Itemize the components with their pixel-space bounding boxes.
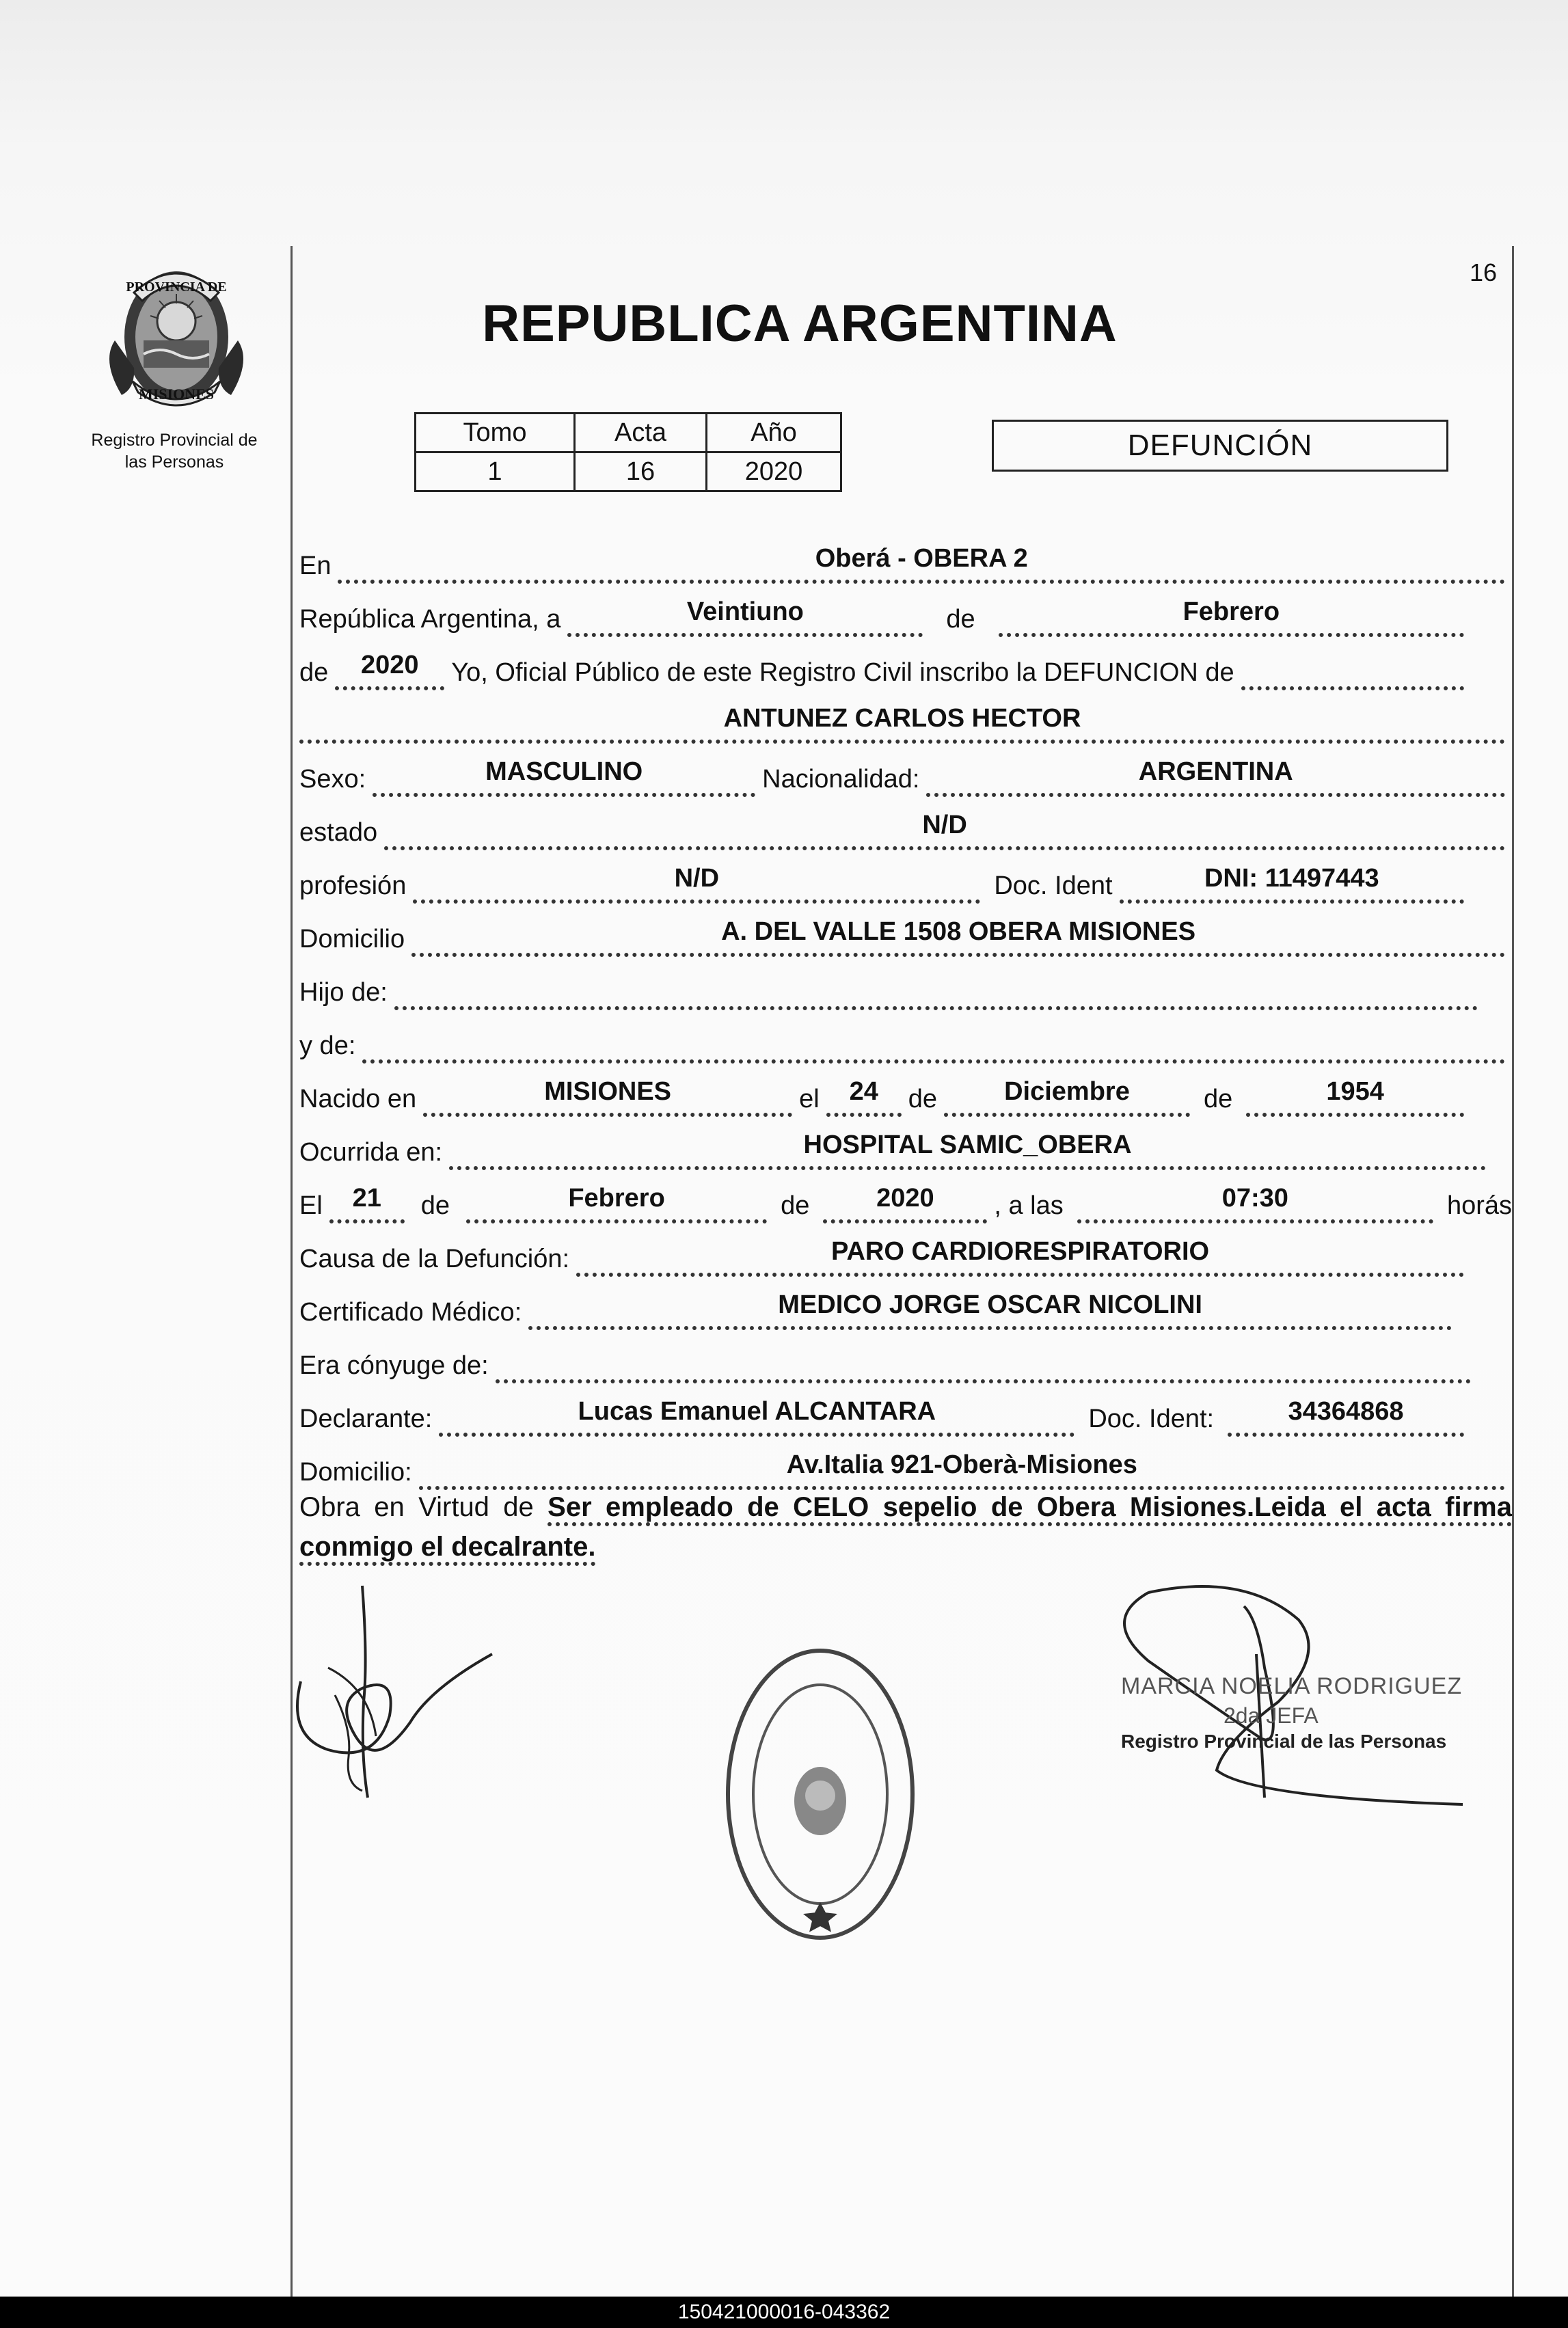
label-yo-oficial: Yo, Oficial Público de este Registro Civil inscribo la DEFUNCION de [451,658,1234,687]
page-number: 16 [1470,258,1498,286]
table-value-anio: 2020 [707,452,841,491]
table-header-anio: Año [707,414,841,452]
label-el-cap: El [299,1191,323,1220]
label-certificado: Certificado Médico: [299,1298,522,1327]
field-registration-day: Veintiuno [567,596,923,637]
row-address [299,915,1512,957]
field-obra-text: Ser empleado de CELO sepelio de Obera Misiones.Leida el acta firma conmigo el decalrante. [299,1492,1512,1566]
label-de-birth: de [908,1085,937,1113]
field-birth-day: 24 [826,1076,902,1117]
field-sex: MASCULINO [373,756,755,797]
field-declarant-address: Av.Italia 921-Oberà-Misiones [419,1449,1505,1490]
table-value-acta: 16 [575,452,707,491]
field-death-day: 21 [329,1182,405,1223]
label-nacido-en: Nacido en [299,1085,417,1113]
label-domicilio-2: Domicilio: [299,1458,412,1487]
label-ocurrida-en: Ocurrida en: [299,1138,443,1167]
label-de-death-year: de [781,1191,810,1220]
row-declarant [299,1394,1471,1437]
document-type-box: DEFUNCIÓN [992,420,1448,472]
right-margin-line [1512,246,1514,2297]
row-profession-doc [299,861,1471,904]
field-civil-status: N/D [384,809,1505,850]
logo-text-top: PROVINCIA DE [126,280,227,295]
row-place [299,541,1512,584]
label-obra-en-virtud: Obra en Virtud de [299,1492,534,1522]
table-value-tomo: 1 [416,452,575,491]
label-doc-ident: Doc. Ident [994,871,1113,900]
field-address: A. DEL VALLE 1508 OBERA MISIONES [411,916,1505,957]
row-sex-nationality [299,755,1512,797]
row-and-of [299,1021,1512,1064]
label-horas: horás [1446,1191,1512,1220]
registry-table [414,412,842,492]
field-and-of [362,1023,1505,1064]
field-document: DNI: 11497443 [1120,863,1464,904]
label-domicilio: Domicilio [299,925,405,953]
registro-line-2: las Personas [124,452,224,472]
row-declarant-address [299,1448,1512,1490]
label-profesion: profesión [299,871,407,900]
label-conyuge: Era cónyuge de: [299,1351,489,1380]
field-birth-place: MISIONES [423,1076,792,1117]
table-header-acta: Acta [575,414,707,452]
label-y-de: y de: [299,1031,356,1060]
field-birth-month: Diciembre [944,1076,1190,1117]
field-spouse [496,1342,1471,1383]
label-declarante: Declarante: [299,1405,433,1433]
label-causa: Causa de la Defunción: [299,1245,570,1273]
declarant-signature-icon [287,1579,513,1811]
row-birth [299,1074,1471,1117]
label-a-las: , a las [994,1191,1064,1220]
registro-line-1: Registro Provincial de [91,431,258,450]
field-nationality: ARGENTINA [926,756,1505,797]
label-de-birth-year: de [1203,1085,1233,1113]
field-blank-after-de [1241,649,1464,690]
logo-text-bottom: MISIONES [138,385,215,403]
left-margin-line [290,246,293,2297]
field-son-of [394,969,1478,1010]
field-cause: PARO CARDIORESPIRATORIO [576,1236,1464,1277]
official-name-stamp: MARCIA NOELIA RODRIGUEZ [1121,1673,1463,1699]
label-en: En [299,552,332,580]
label-de-year: de [299,658,329,687]
row-son-of [299,968,1485,1010]
official-role-stamp: 2da JEFA [1224,1703,1319,1728]
official-office-stamp: Registro Provincial de las Personas [1121,1731,1447,1752]
field-medical-certificate: MEDICO JORGE OSCAR NICOLINI [528,1289,1452,1330]
field-declarant-doc: 34364868 [1228,1396,1464,1437]
label-republica-a: República Argentina, a [299,605,561,634]
row-deceased-name [299,701,1512,744]
field-registration-month: Febrero [999,596,1464,637]
field-registration-year: 2020 [335,649,444,690]
row-spouse [299,1341,1478,1383]
table-header-tomo: Tomo [416,414,575,452]
field-declarant: Lucas Emanuel ALCANTARA [439,1396,1074,1437]
row-death-date [299,1181,1512,1223]
label-doc-ident-2: Doc. Ident: [1088,1405,1215,1433]
label-de-death: de [420,1191,450,1220]
registro-provincial-label [62,429,287,473]
row-registration-date [299,595,1471,637]
field-profession: N/D [413,863,980,904]
row-cause [299,1234,1471,1277]
row-death-place [299,1128,1493,1170]
row-registration-year [299,648,1471,690]
obra-en-virtud-paragraph [299,1487,1512,1567]
row-civil-status [299,808,1512,850]
row-medical-certificate [299,1288,1459,1330]
country-title: REPUBLICA ARGENTINA [482,295,1118,353]
field-death-month: Febrero [466,1182,767,1223]
field-deceased-name: ANTUNEZ CARLOS HECTOR [299,703,1505,744]
province-coat-of-arms-icon [94,258,258,416]
field-death-place: HOSPITAL SAMIC_OBERA [449,1129,1486,1170]
field-birth-year: 1954 [1246,1076,1464,1117]
label-hijo-de: Hijo de: [299,978,388,1007]
label-de: de [946,605,975,634]
field-death-year: 2020 [823,1182,987,1223]
footer-barcode-number: 150421000016-043362 [0,2297,1568,2328]
label-el: el [799,1085,820,1113]
label-estado: estado [299,818,378,847]
registry-seal-icon [718,1637,923,1965]
label-sexo: Sexo: [299,765,366,794]
field-place: Oberá - OBERA 2 [338,543,1505,584]
field-death-time: 07:30 [1077,1182,1433,1223]
label-nacionalidad: Nacionalidad: [762,765,920,794]
